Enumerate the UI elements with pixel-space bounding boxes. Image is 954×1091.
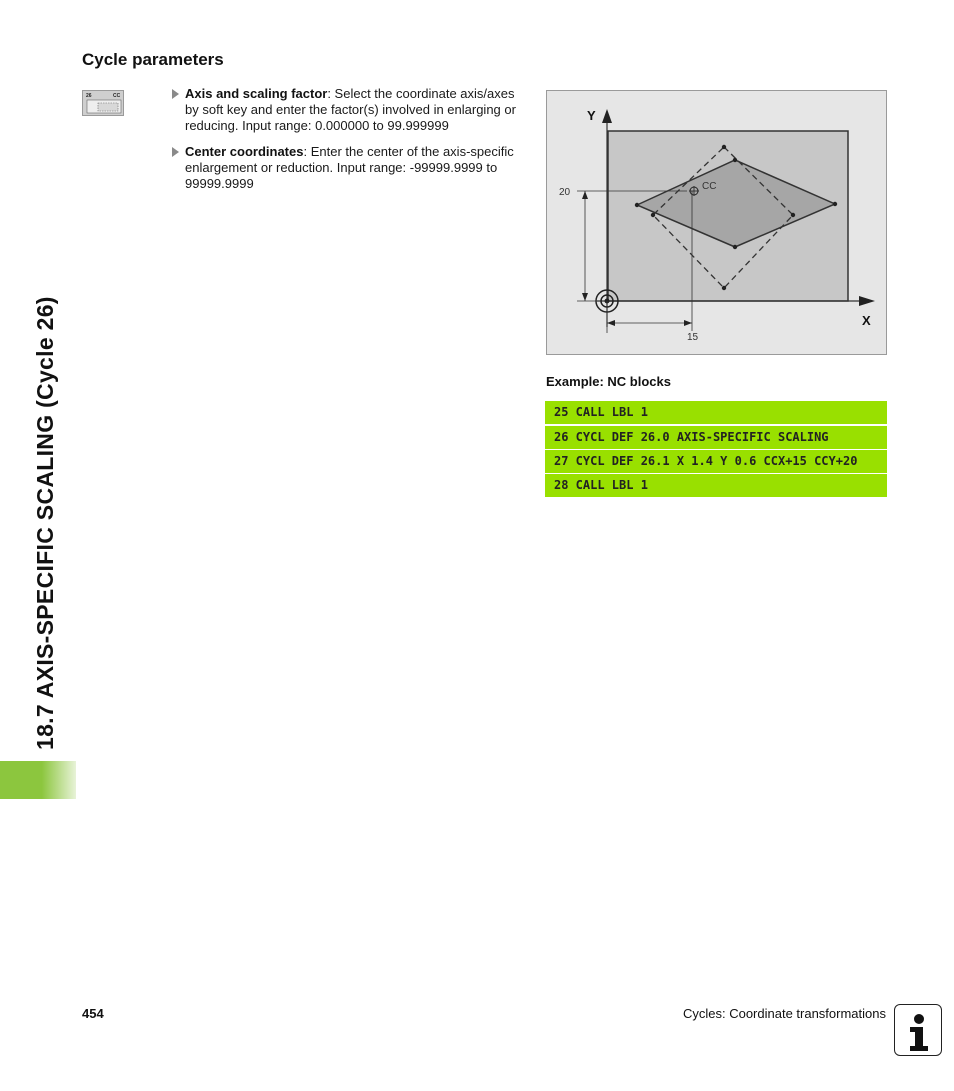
nc-line: 25 CALL LBL 1 [545,401,887,424]
center-label: CC [702,181,717,192]
y-axis-arrow [602,109,612,123]
nc-line: 28 CALL LBL 1 [545,474,887,497]
nc-line: 26 CYCL DEF 26.0 AXIS-SPECIFIC SCALING [545,426,887,449]
param-description: : Select the coordinate axis/axes by soft key and enter the factor(s) involved in enlarging or reducing. Input range: 0.000000 to 99.999999 [185,86,516,133]
param-description: : Enter the center of the axis-specific enlargement or reduction. Input range: -99999.9999 to 99999.9999 [185,144,514,191]
footer-chapter: Cycles: Coordinate transformations [682,1006,886,1021]
scaling-figure [546,90,887,355]
param-axis-scaling [172,86,528,134]
nc-blocks [545,401,887,498]
x-axis-label: X [862,313,871,328]
chapter-tab [0,761,76,799]
section-title-vertical [26,30,56,750]
triangle-right-icon [172,89,179,99]
param-name: Center coordinates [185,144,304,159]
section-title-text: 18.7 AXIS-SPECIFIC SCALING (Cycle 26) [32,296,58,750]
x-axis-arrow [859,296,875,306]
y-axis-label: Y [587,108,596,123]
page-number: 454 [82,1006,104,1021]
example-label: Example: NC blocks [546,374,671,389]
info-icon [894,1004,942,1056]
dimension-x-label: 15 [687,332,699,343]
param-name: Axis and scaling factor [185,86,328,101]
param-center-coordinates [172,144,528,192]
softkey-label-right: CC [113,93,121,99]
softkey-label-left: 26 [86,93,92,99]
dimension-y-label: 20 [559,187,571,198]
page-heading: Cycle parameters [82,50,224,69]
parameter-list [172,86,528,202]
softkey-icon [82,90,124,116]
triangle-right-icon [172,147,179,157]
nc-line: 27 CYCL DEF 26.1 X 1.4 Y 0.6 CCX+15 CCY+20 [545,450,887,473]
